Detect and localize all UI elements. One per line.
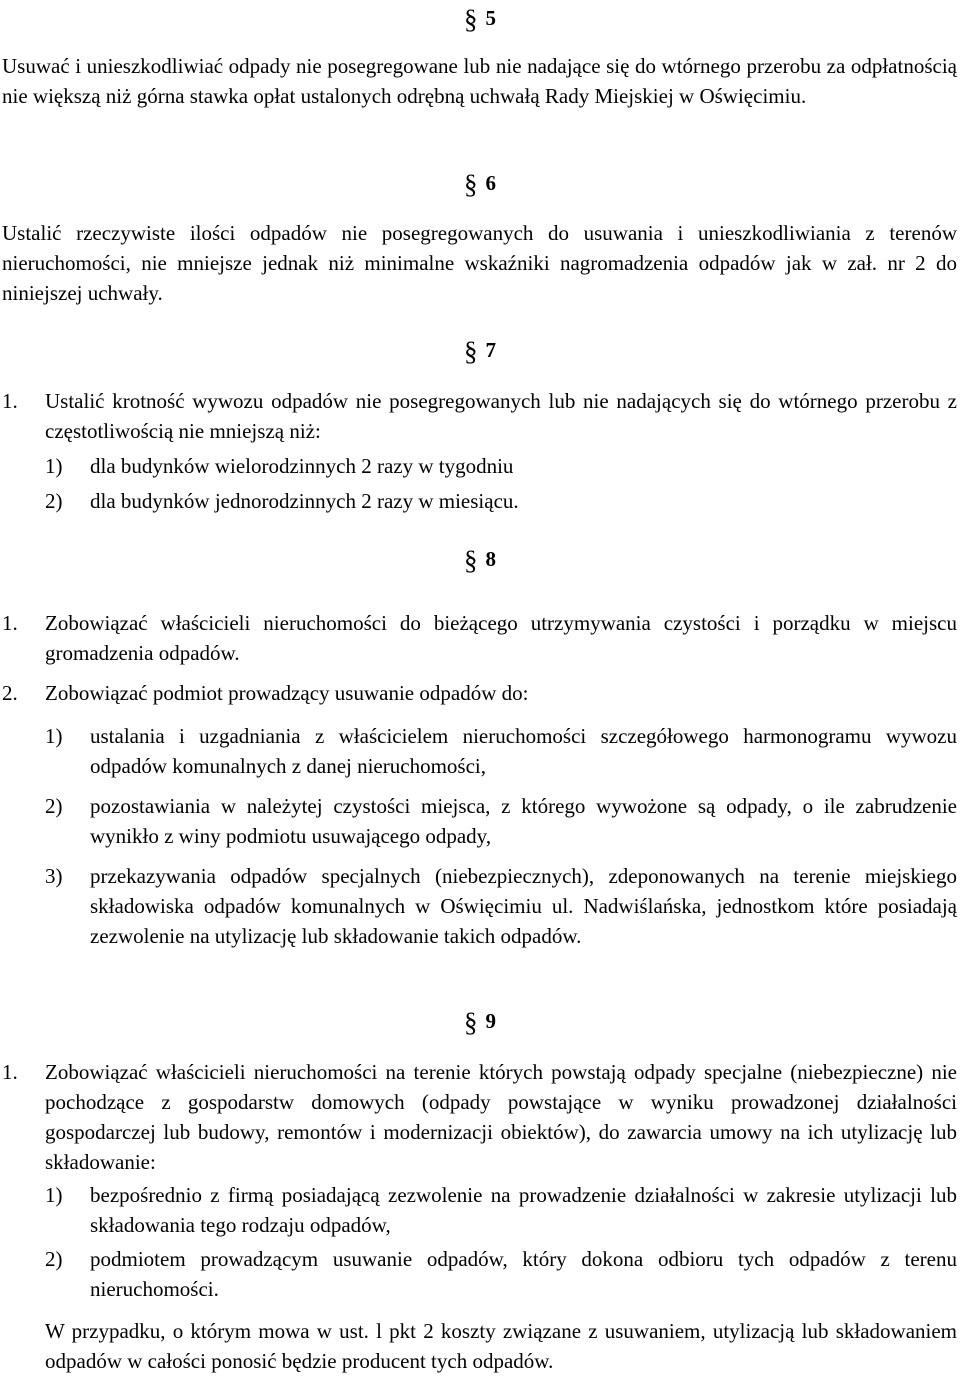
section-9-point-1: Zobowiązać właścicieli nieruchomości na terenie których powstają odpady specjalne (niebezpieczne) nie pochodzące z gospodarstw domowych (odpady powstające w wyniku prowadzonej działalności gospodarczej lub budowy, remontów i modernizacji obiektów), do zawarcia umowy na ich utylizację lub składowanie: [45,1060,957,1174]
section-heading-5: § 5 [464,4,496,34]
subpoint-number: 1) [45,1183,63,1207]
section-sign: § [464,4,478,34]
section-sign: § [464,545,478,575]
section-sign: § [464,169,478,199]
section-9-closing-paragraph: W przypadku, o którym mowa w ust. l pkt 2 koszty związane z usuwaniem, utylizacją lub składowaniem odpadów w całości ponosić będzie producent tych odpadów. [45,1319,957,1373]
section-5-paragraph: Usuwać i unieszkodliwiać odpady nie posegregowane lub nie nadające się do wtórnego przerobu za odpłatnością nie większą niż górna stawka opłat ustalonych odrębną uchwałą Rady Miejskiej w Oświęcimiu. [2,54,957,108]
section-7-subpoint-2: dla budynków jednorodzinnych 2 razy w miesiącu. [90,489,519,513]
section-8-subpoint-3: przekazywania odpadów specjalnych (niebezpiecznych), zdeponowanych na terenie miejskiego składowiska odpadów komunalnych w Oświęcimiu ul. Nadwiślańska, jednostkom które posiadają zezwolenie na utylizację lub składowanie takich odpadów. [90,864,957,948]
subpoint-number: 2) [45,1247,63,1271]
section-8-subpoint-1: ustalania i uzgadniania z właścicielem nieruchomości szczegółowego harmonogramu wywozu odpadów komunalnych z danej nieruchomości, [90,724,957,778]
section-9-subpoint-1: bezpośrednio z firmą posiadającą zezwolenie na prowadzenie działalności w zakresie utylizacji lub składowania tego rodzaju odpadów, [90,1183,957,1237]
section-heading-8: § 8 [464,545,496,575]
section-heading-6: § 6 [464,169,496,199]
point-number: 1. [2,1060,18,1084]
subpoint-number: 1) [45,454,63,478]
point-number: 1. [2,611,18,635]
subpoint-number: 2) [45,489,63,513]
section-sign: § [464,1007,478,1037]
subpoint-number: 1) [45,724,63,748]
section-8-point-1: Zobowiązać właścicieli nieruchomości do bieżącego utrzymywania czystości i porządku w miejscu gromadzenia odpadów. [45,611,957,665]
section-7-point-1: Ustalić krotność wywozu odpadów nie posegregowanych lub nie nadających się do wtórnego przerobu z częstotliwością nie mniejszą niż: [45,389,957,443]
section-sign: § [464,336,478,366]
section-9-subpoint-2: podmiotem prowadzącym usuwanie odpadów, który dokona odbioru tych odpadów z terenu nieruchomości. [90,1247,957,1301]
subpoint-number: 2) [45,794,63,818]
section-heading-7: § 7 [464,336,496,366]
section-6-paragraph: Ustalić rzeczywiste ilości odpadów nie posegregowanych do usuwania i unieszkodliwiania z terenów nieruchomości, nie mniejsze jednak niż minimalne wskaźniki nagromadzenia odpadów jak w zał. nr 2 do niniejszej uchwały. [2,221,957,305]
section-7-subpoint-1: dla budynków wielorodzinnych 2 razy w tygodniu [90,454,514,478]
point-number: 2. [2,681,18,705]
subpoint-number: 3) [45,864,63,888]
section-8-subpoint-2: pozostawiania w należytej czystości miejsca, z którego wywożone są odpady, o ile zabrudzenie wynikło z winy podmiotu usuwającego odpady, [90,794,957,848]
section-heading-9: § 9 [464,1007,496,1037]
point-number: 1. [2,389,18,413]
section-8-point-2: Zobowiązać podmiot prowadzący usuwanie odpadów do: [45,681,529,705]
